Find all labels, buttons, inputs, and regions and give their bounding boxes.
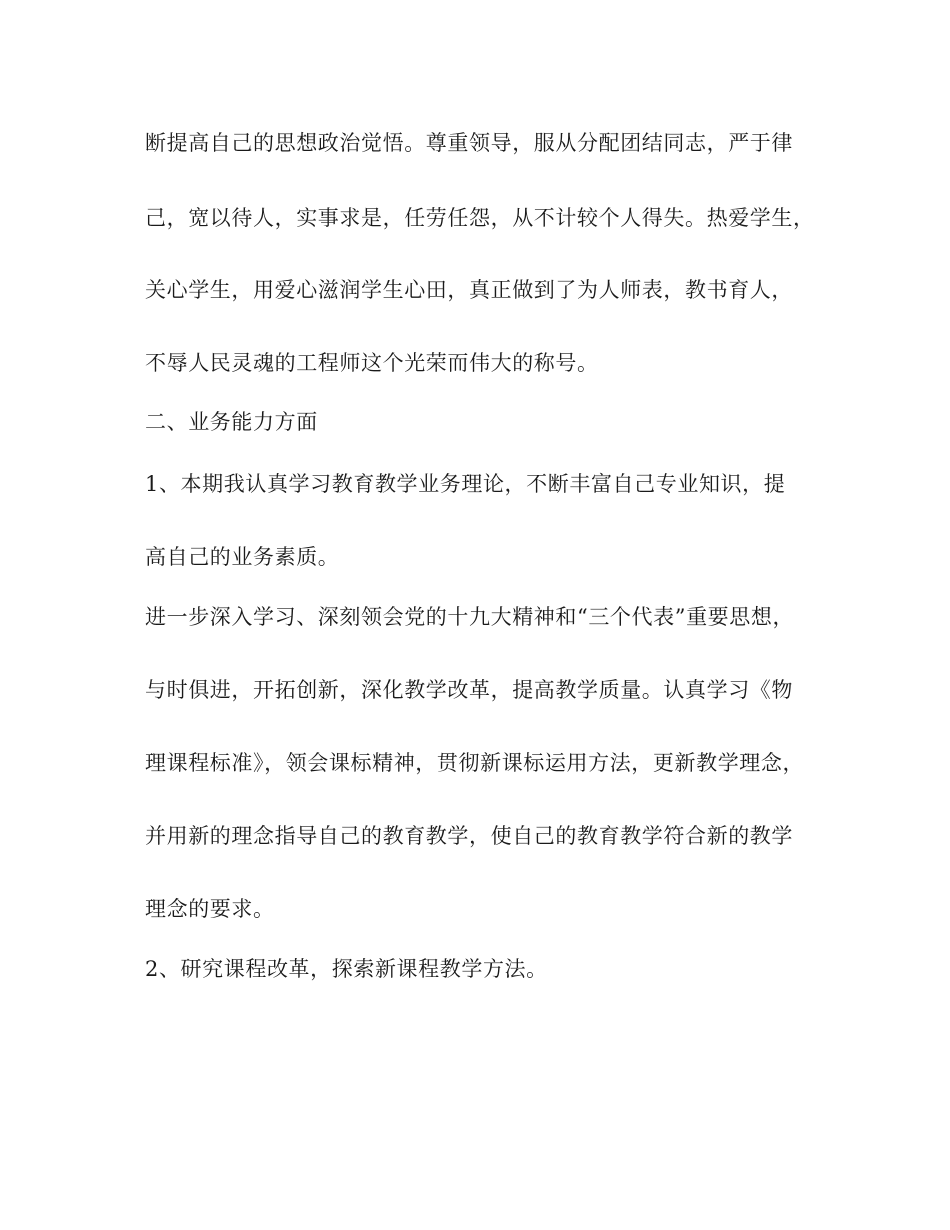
paragraph-line: 理课程标准》，领会课标精神，贯彻新课标运用方法，更新教学理念， [145,751,805,775]
section-heading: 二、业务能力方面 [145,410,318,434]
paragraph-line: 断提高自己的思想政治觉悟。尊重领导，服从分配团结同志，严于律 [145,131,793,155]
paragraph-line: 与时俱进，开拓创新，深化教学改革，提高教学质量。认真学习《物 [145,678,793,702]
paragraph-line: 进一步深入学习、深刻领会党的十九大精神和“三个代表”重要思想， [145,605,795,629]
paragraph-line: 2、研究课程改革，探索新课程教学方法。 [145,957,548,981]
paragraph-line: 关心学生，用爱心滋润学生心田，真正做到了为人师表，教书育人， [145,278,793,302]
paragraph-line: 理念的要求。 [145,897,275,921]
paragraph-line: 不辱人民灵魂的工程师这个光荣而伟大的称号。 [145,351,599,375]
paragraph-line: 1、本期我认真学习教育教学业务理论，不断丰富自己专业知识，提 [145,472,786,496]
paragraph-line: 并用新的理念指导自己的教育教学，使自己的教育教学符合新的教学 [145,824,793,848]
paragraph-line: 己，宽以待人，实事求是，任劳任怨，从不计较个人得失。热爱学生， [145,206,815,230]
paragraph-line: 高自己的业务素质。 [145,545,340,569]
